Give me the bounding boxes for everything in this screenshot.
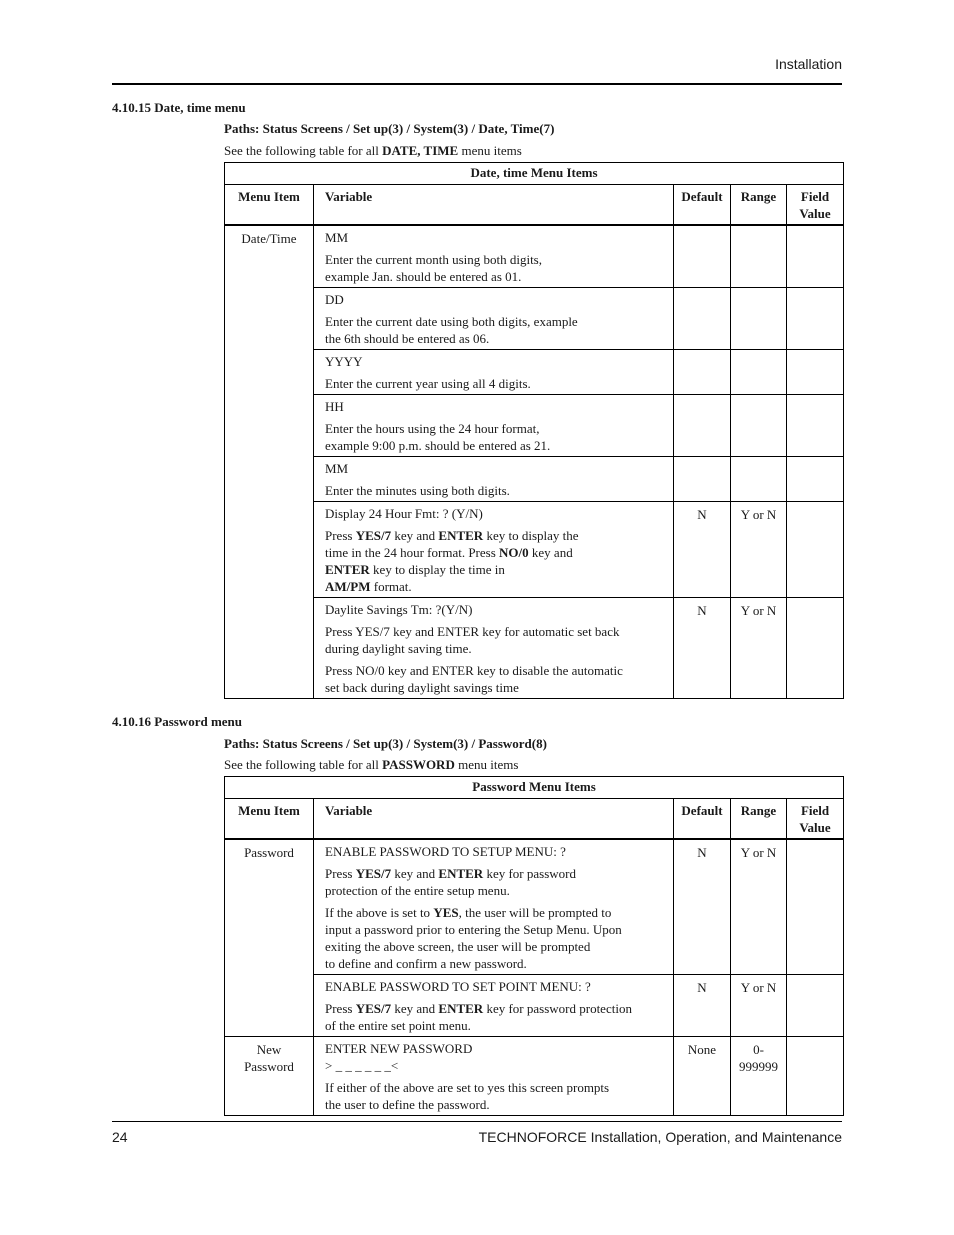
col-variable: Variable	[314, 799, 674, 840]
menu-path-date-time: Paths: Status Screens / Set up(3) / System(3) / Date, Time(7)	[224, 121, 555, 136]
table-row	[225, 288, 844, 350]
table-row	[225, 598, 844, 699]
col-default: Default	[674, 799, 731, 840]
variable-cell: Daylite Savings Tm: ?(Y/N) Press YES/7 key and ENTER key for automatic set back during daylight saving time. Press NO/0 key and ENTER key to disable the automatic set back during daylight savings time	[314, 598, 674, 699]
variable-cell: DD Enter the current date using both digits, example the 6th should be entered as 06.	[314, 288, 674, 350]
default-cell: N	[674, 975, 731, 1037]
variable-cell: YYYY Enter the current year using all 4 digits.	[314, 350, 674, 395]
menu-item-cell: Date/Time	[225, 225, 314, 699]
col-menu-item: Menu Item	[225, 185, 314, 226]
variable-cell: ENABLE PASSWORD TO SETUP MENU: ? Press YES/7 key and ENTER key for password protection of the entire setup menu. If the above is set to YES, the user will be prompted to input a password prior to entering the Setup Menu. Upon exiting the above screen, the user will be prompted to define and confirm a new password.	[314, 839, 674, 975]
table-row	[225, 975, 844, 1037]
table-title: Password Menu Items	[225, 777, 844, 799]
password-table	[224, 776, 844, 1116]
range-cell: Y or N	[731, 839, 787, 975]
table-row	[225, 225, 844, 288]
table-row	[225, 839, 844, 975]
column-header-row	[225, 799, 844, 840]
column-header-row	[225, 185, 844, 226]
running-header: Installation	[775, 56, 842, 72]
default-cell: None	[674, 1037, 731, 1116]
section-heading-password: 4.10.16 Password menu	[112, 714, 243, 729]
col-menu-item: Menu Item	[225, 799, 314, 840]
table-row	[225, 457, 844, 502]
intro-password: See the following table for all PASSWORD menu items	[224, 757, 519, 772]
range-cell: 0- 999999	[731, 1037, 787, 1116]
range-cell: Y or N	[731, 502, 787, 598]
table-row	[225, 350, 844, 395]
menu-item-cell: Password	[225, 839, 314, 1037]
section-heading-date-time: 4.10.15 Date, time menu	[112, 100, 246, 115]
col-range: Range	[731, 799, 787, 840]
header-rule	[112, 83, 842, 85]
col-field-value: Field Value	[787, 185, 844, 226]
table-title: Date, time Menu Items	[225, 163, 844, 185]
table-row	[225, 1037, 844, 1116]
col-default: Default	[674, 185, 731, 226]
range-cell: Y or N	[731, 975, 787, 1037]
table-row	[225, 502, 844, 598]
menu-item-cell: New Password	[225, 1037, 314, 1116]
default-cell: N	[674, 598, 731, 699]
variable-cell: ENTER NEW PASSWORD > _ _ _ _ _ _< If either of the above are set to yes this screen prompts the user to define the password.	[314, 1037, 674, 1116]
col-range: Range	[731, 185, 787, 226]
date-time-table	[224, 162, 844, 699]
variable-cell: ENABLE PASSWORD TO SET POINT MENU: ? Press YES/7 key and ENTER key for password protection of the entire set point menu.	[314, 975, 674, 1037]
col-variable: Variable	[314, 185, 674, 226]
range-cell: Y or N	[731, 598, 787, 699]
variable-cell: MM Enter the current month using both digits, example Jan. should be entered as 01.	[314, 225, 674, 288]
col-field-value: Field Value	[787, 799, 844, 840]
intro-date-time: See the following table for all DATE, TIME menu items	[224, 143, 522, 158]
page-number: 24	[112, 1129, 128, 1145]
menu-path-password: Paths: Status Screens / Set up(3) / System(3) / Password(8)	[224, 736, 547, 751]
default-cell: N	[674, 839, 731, 975]
variable-cell: Display 24 Hour Fmt: ? (Y/N) Press YES/7 key and ENTER key to display the time in the 24 hour format. Press NO/0 key and ENTER key to display the time in AM/PM format.	[314, 502, 674, 598]
table-row	[225, 395, 844, 457]
variable-cell: MM Enter the minutes using both digits.	[314, 457, 674, 502]
default-cell: N	[674, 502, 731, 598]
footer-rule	[112, 1121, 842, 1122]
footer-doc-title: TECHNOFORCE Installation, Operation, and Maintenance	[478, 1129, 842, 1145]
variable-cell: HH Enter the hours using the 24 hour format, example 9:00 p.m. should be entered as 21.	[314, 395, 674, 457]
